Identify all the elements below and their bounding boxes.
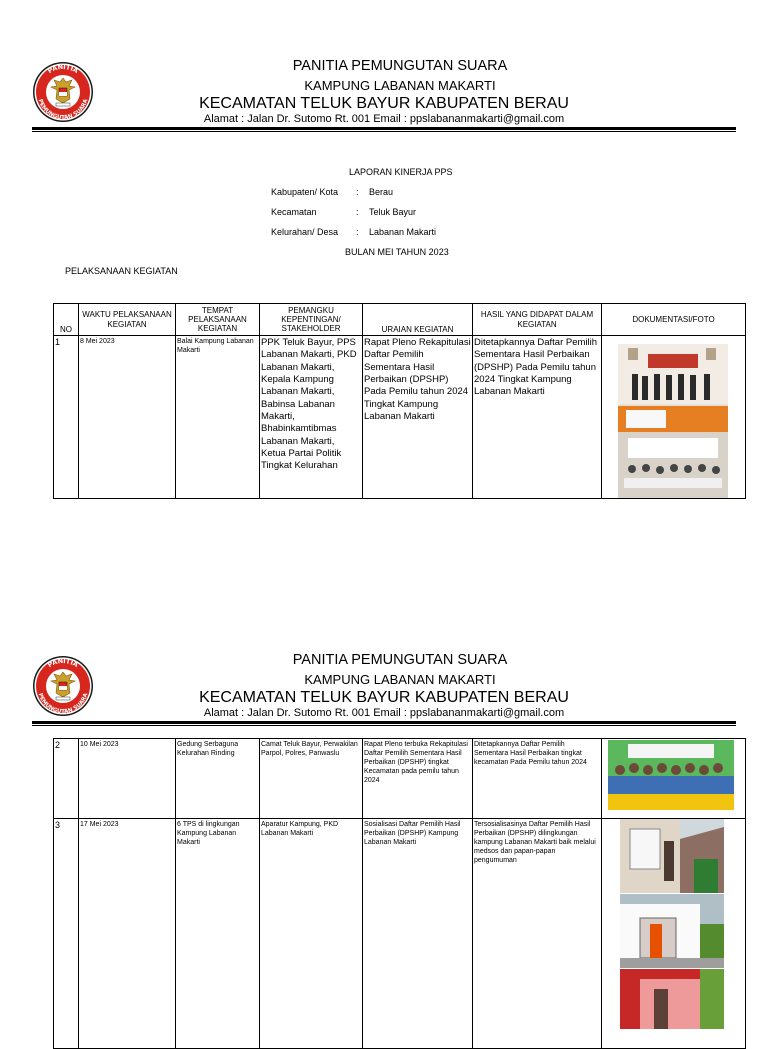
row-pemangku: Camat Teluk Bayur, Perwakilan Parpol, Polres, Panwaslu: [260, 739, 363, 819]
row-waktu: 8 Mei 2023: [79, 336, 176, 499]
header-uraian: URAIAN KEGIATAN: [363, 304, 473, 336]
sosialisasi-photo: [620, 819, 724, 893]
row-tempat: Gedung Serbaguna Kelurahan Rinding: [176, 739, 260, 819]
address-line: Alamat : Jalan Dr. Sutomo Rt. 001 Email : ppslabananmakarti@gmail.com: [203, 707, 565, 719]
table-row: [54, 819, 746, 1049]
table-row: [54, 739, 746, 819]
sosialisasi-photo: [620, 969, 724, 1029]
activity-table-continued: [53, 738, 746, 1049]
row-tempat: Balai Kampung Labanan Makarti: [176, 336, 260, 499]
row-uraian: Rapat Pleno Rekapitulasi Daftar Pemilih Sementara Hasil Perbaikan (DPSHP) Pada Pemilu tahun 2024 Tingkat Kampung Labanan Makarti: [363, 336, 473, 499]
village-name: KAMPUNG LABANAN MAKARTI: [304, 672, 496, 687]
header-dokumentasi: DOKUMENTASI/FOTO: [602, 304, 746, 336]
row-pemangku: Aparatur Kampung, PKD Labanan Makarti: [260, 819, 363, 1049]
row-hasil: Ditetapkannya Daftar Pemilih Sementara Hasil Perbaikan (DPSHP) Pada Pemilu tahun 2024 Tingkat Kampung Labanan Makarti: [473, 336, 602, 499]
report-title: LAPORAN KINERJA PPS: [349, 167, 453, 177]
group-photo: [608, 740, 734, 810]
report-period: BULAN MEI TAHUN 2023: [345, 247, 449, 257]
org-title: PANITIA PEMUNGUTAN SUARA: [292, 58, 508, 74]
table-header-row: [54, 304, 746, 336]
row-hasil: Ditetapkannya Daftar Pemilih Sementara Hasil Perbaikan tingkat kecamatan Pada Pemilu tahun 2024: [473, 739, 602, 819]
address-line: Alamat : Jalan Dr. Sutomo Rt. 001 Email : ppslabananmakarti@gmail.com: [203, 113, 565, 125]
header-pemangku: PEMANGKU KEPENTINGAN/ STAKEHOLDER: [260, 304, 363, 336]
row-dokumentasi: [602, 336, 746, 499]
row-uraian: Sosialisasi Daftar Pemilih Hasil Perbaikan (DPSHP) Kampung Labanan Makarti: [363, 819, 473, 1049]
org-title: PANITIA PEMUNGUTAN SUARA: [292, 652, 508, 668]
row-dokumentasi: [602, 819, 746, 1049]
sosialisasi-photo: [620, 894, 724, 968]
row-dokumentasi: [602, 739, 746, 819]
district-name: KECAMATAN TELUK BAYUR KABUPATEN BERAU: [199, 95, 569, 112]
header-waktu: WAKTU PELAKSANAAN KEGIATAN: [79, 304, 176, 336]
row-no: 1: [54, 336, 79, 499]
row-hasil: Tersosialisasinya Daftar Pemilih Hasil Perbaikan (DPSHP) dilingkungan kampung Labanan Makarti baik melalui medsos dan papan-papan pengumuman: [473, 819, 602, 1049]
row-no: 3: [54, 819, 79, 1049]
meeting-photo: [618, 344, 728, 498]
header-tempat: TEMPAT PELAKSANAAN KEGIATAN: [176, 304, 260, 336]
header-rule-thin: [32, 131, 736, 132]
header-no: NO: [54, 304, 79, 336]
section-title: PELAKSANAAN KEGIATAN: [65, 266, 178, 276]
header-rule: [32, 127, 736, 130]
row-waktu: 10 Mei 2023: [79, 739, 176, 819]
row-pemangku: PPK Teluk Bayur, PPS Labanan Makarti, PKD Labanan Makarti, Kepala Kampung Labanan Makarti, Babinsa Labanan Makarti, Bhabinkamtibmas Labanan Makarti, Ketua Partai Politik Tingkat Kelurahan: [260, 336, 363, 499]
header-hasil: HASIL YANG DIDAPAT DALAM KEGIATAN: [473, 304, 602, 336]
district-name: KECAMATAN TELUK BAYUR KABUPATEN BERAU: [199, 689, 569, 706]
village-name: KAMPUNG LABANAN MAKARTI: [304, 78, 496, 93]
row-tempat: 6 TPS di lingkungan Kampung Labanan Makarti: [176, 819, 260, 1049]
header-rule: [32, 721, 736, 724]
header-rule-thin: [32, 725, 736, 726]
row-no: 2: [54, 739, 79, 819]
row-uraian: Rapat Pleno terbuka Rekapitulasi Daftar Pemilih Sementara Hasil Perbaikan (DPSHP) tingkat Kecamatan pada pemilu tahun 2024: [363, 739, 473, 819]
activity-table: [53, 303, 746, 499]
row-waktu: 17 Mei 2023: [79, 819, 176, 1049]
table-row: [54, 336, 746, 499]
